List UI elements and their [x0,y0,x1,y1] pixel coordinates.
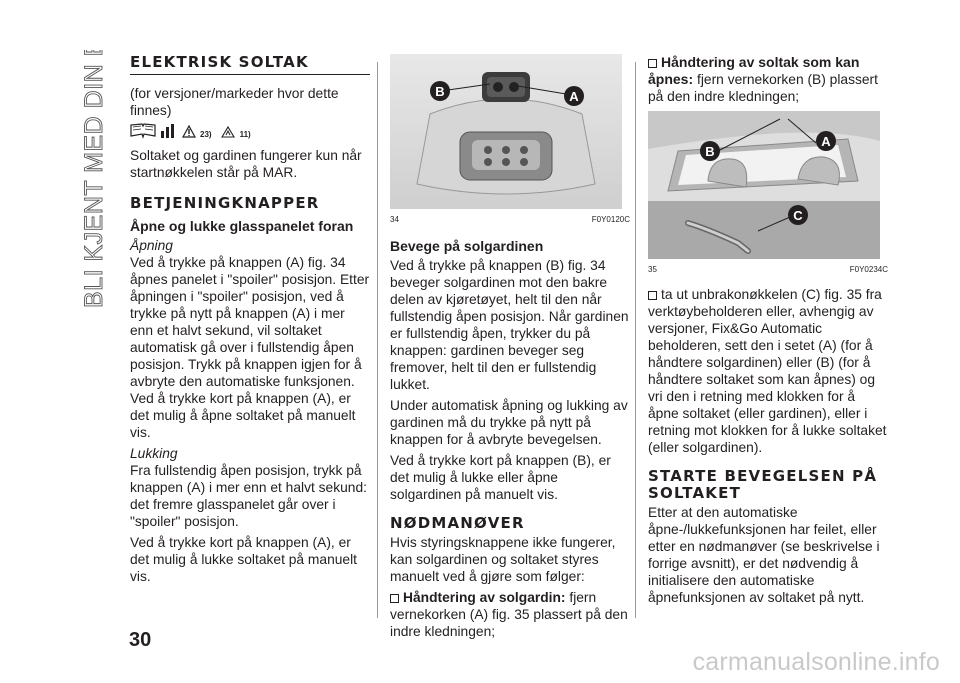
column-3 [648,54,888,610]
figure-code: F0Y0120C [591,215,630,224]
hand-icon [220,125,236,144]
heading-apning: Åpning [130,238,173,253]
figure-34-caption [390,211,630,228]
bullet-unbrako: ta ut unbrakonøkkelen (C) fig. 35 fra verktøybeholderen eller, avhengig av versjoner, Fix&Go Automatic beholderen, sett den i setet (A) (for å håndtere solgardinen) eller (B) (for å håndtere soltaket som kan åpnes) og vri den i retning med klokken for å åpne soltaket (eller gardinen), eller i retning mot klokken for å lukke soltaket (eller solgardinen). [648,287,887,455]
mar-note: Soltaket og gardinen fungerer kun når startnøkkelen står på MAR. [130,148,362,180]
column-2 [390,54,630,644]
paragraph-bevege-2: Under automatisk åpning og lukking av gardinen må du trykke på nytt på knappen for å avbryte bevegelsen. [390,398,628,447]
paragraph-starte: Etter at den automatiske åpne-/lukkefunksjonen har feilet, eller etter en nødmanøver (se beskrivelse i forrige avsnitt), er det nødvendig å initialisere den automatiske åpnefunksjonen av soltaket på nytt. [648,505,880,605]
paragraph-apning: Ved å trykke på knappen (A) fig. 34 åpnes panelet i "spoiler" posisjon. Etter åpningen i "spoiler" posisjon, ved å trykke på nytt på knappen (A) i mer enn et halvt sekund, vil soltaket automatisk gå over i fullstendig åpen posisjon. Trykk på knappen igjen for å avbryte den automatiske funksjonen. Ved å trykke kort på knappen (A), er det mulig å åpne soltaket på manuelt vis. [130,255,370,440]
side-title-text: BLI KJENT MED DIN BIL [80,50,108,308]
figure-number: 34 [390,215,399,224]
fig34-label-b: B [435,84,445,99]
checkbox-bullet-icon [648,59,657,68]
figure-35 [648,111,888,278]
heading-apne-lukke: Åpne og lukke glasspanelet foran [130,218,354,234]
ref-11: 11) [239,129,251,139]
heading-lukking: Lukking [130,446,178,461]
paragraph-bevege-1: Ved å trykke på knappen (B) fig. 34 beveger solgardinen mot den bakre delen av kjøretøyet, helt til den når fullstendig åpen posisjon. Når gardinen er fullstendig åpen, trykker du på knappen: gardinen beveger seg fremover, helt til den er fullstendig lukket. [390,258,629,392]
paragraph-bevege-3: Ved å trykke kort på knappen (B), er det mulig å lukke eller åpne solgardinen på manuelt vis. [390,453,611,502]
column-1 [130,54,370,589]
bullet-solgardin: Håndtering av solgardin: fjern vernekorken (A) fig. 35 plassert på den indre kledningen; [390,590,628,639]
figure-number: 35 [648,265,657,274]
bullet-soltak-bold: Håndtering av soltak som kan åpnes: fjern vernekorken (B) plassert på den indre kledningen; [648,54,878,104]
fig35-label-b: B [705,144,715,159]
availability-note: (for versjoner/markeder hvor dette finnes) [130,86,339,118]
figure-code: F0Y0234C [849,265,888,274]
warning-icons-row [130,123,370,145]
page-number: 30 [129,629,152,651]
column-divider [635,62,636,618]
roof-console-illustration [390,54,622,209]
figure-35-caption [648,261,888,278]
watermark: carmanualsonline.info [692,648,940,676]
heading-nodmanover: NØDMANØVER [390,514,525,532]
checkbox-bullet-icon [648,291,657,300]
warning-triangle-icon [182,125,196,144]
fig35-label-a: A [821,134,831,149]
bullet-soltak-description: fjern vernekorken (B) plassert på den indre kledningen; [648,72,878,104]
car-interior-illustration [648,111,880,259]
heading-bevege: Bevege på solgardinen [390,238,544,254]
paragraph-lukking-2: Ved å trykke kort på knappen (A), er det mulig å lukke soltaket på manuelt vis. [130,535,358,584]
book-icon [130,123,156,145]
fig34-label-a: A [569,89,579,104]
heading-betjening: BETJENINGKNAPPER [130,194,320,212]
checkbox-bullet-icon [390,594,399,603]
section-title: ELEKTRISK SOLTAK [130,54,370,75]
fig35-label-c: C [793,208,803,223]
paragraph-lukking-1: Fra fullstendig åpen posisjon, trykk på knappen (A) i mer enn et halvt sekund: det fremre glasspanelet går over i "spoiler" posisjon. [130,463,367,529]
column-divider [377,62,378,618]
bars-icon [160,123,178,145]
ref-23: 23) [200,129,212,139]
paragraph-nod: Hvis styringsknappene ikke fungerer, kan solgardinen og soltaket styres manuelt ved å gjøre som følger: [390,535,616,584]
heading-starte: STARTE BEVEGELSEN PÅ SOLTAKET [648,467,878,502]
section-side-title [72,50,112,310]
figure-34 [390,54,630,228]
